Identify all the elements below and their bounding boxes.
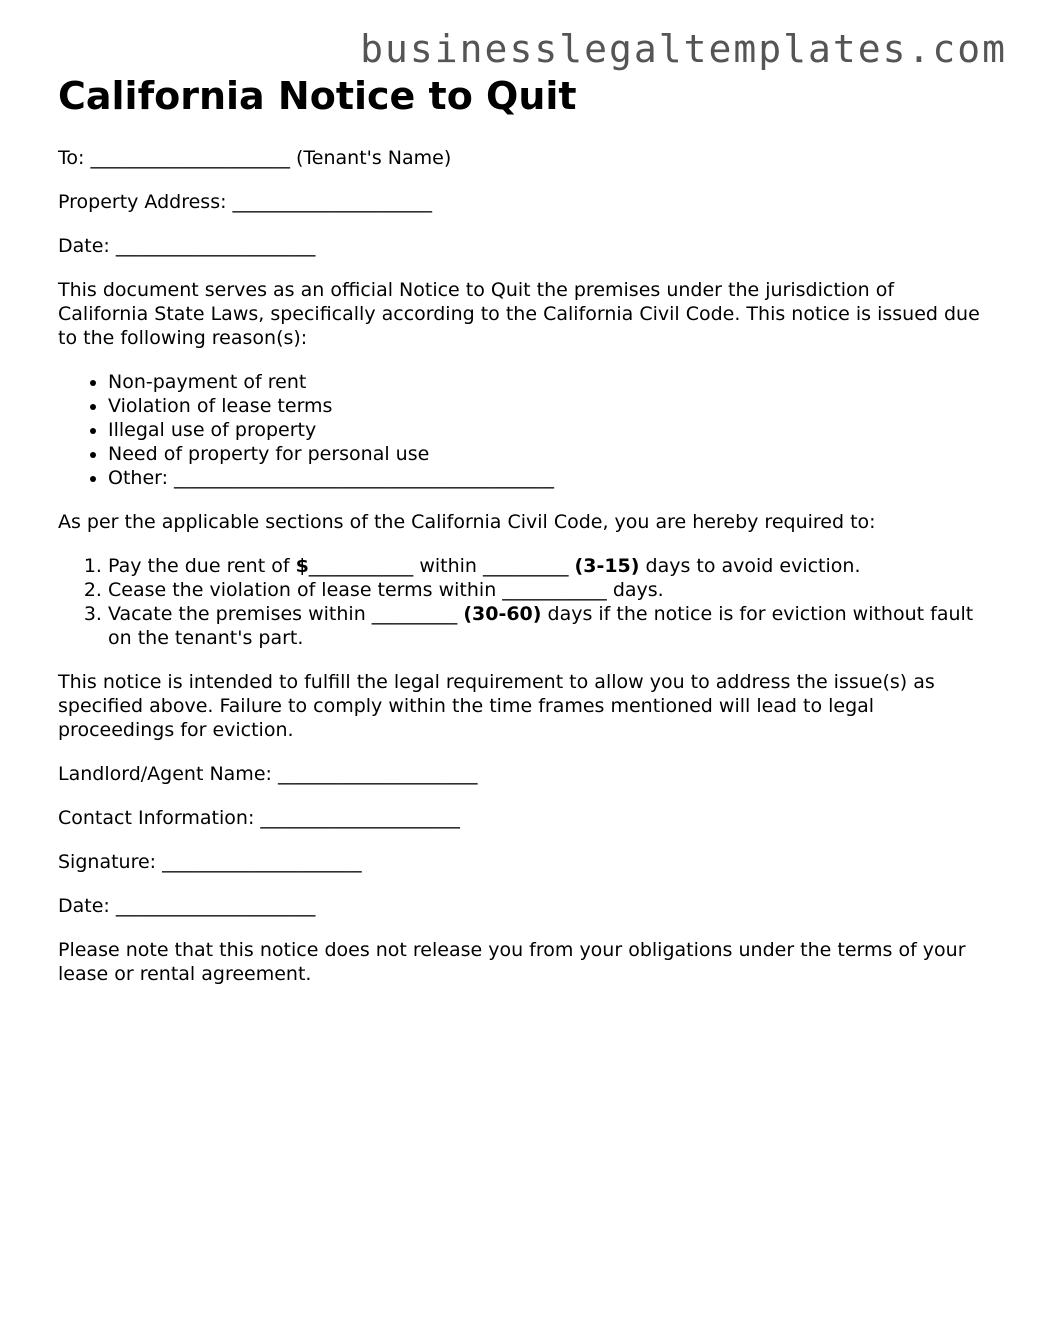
- document-title: California Notice to Quit: [58, 74, 577, 118]
- closing-paragraph: Please note that this notice does not release you from your obligations under the terms of your lease or rental agreement.: [58, 938, 966, 985]
- document-page: [58, 72, 988, 1006]
- dollar-sign: $: [295, 554, 309, 577]
- purpose-paragraph: This notice is intended to fulfill the legal requirement to allow you to address the issue(s) as specified above. Failure to comply within the time frames mentioned will lead to legal proceedings for eviction.: [58, 670, 935, 741]
- requirement-text: Vacate the premises within _________: [108, 602, 464, 625]
- requirement-text: Pay the due rent of: [108, 554, 296, 577]
- reason-item: • Non-payment of rent: [108, 370, 988, 394]
- requirements-intro: As per the applicable sections of the California Civil Code, you are hereby required to:: [58, 510, 876, 533]
- date-field-top: Date: _____________________: [58, 234, 316, 257]
- requirement-text: ___________ within _________: [308, 554, 575, 577]
- requirement-cease-violation: 2. Cease the violation of lease terms within ___________ days.: [108, 578, 988, 602]
- requirements-list: [58, 554, 988, 650]
- reasons-list: [58, 370, 988, 490]
- date-field-bottom: Date: _____________________: [58, 894, 316, 917]
- day-range: (3-15): [574, 554, 640, 577]
- property-address-field: Property Address: _____________________: [58, 190, 433, 213]
- intro-paragraph: This document serves as an official Notice to Quit the premises under the jurisdiction of California State Laws, specifically according to the California Civil Code. This notice is issued due to the following reason(s):: [58, 278, 980, 349]
- signature-field: Signature: _____________________: [58, 850, 362, 873]
- requirement-vacate: [108, 602, 988, 650]
- requirement-text: days to avoid eviction.: [639, 554, 861, 577]
- reason-item: • Need of property for personal use: [108, 442, 988, 466]
- tenant-name-field: To: _____________________ (Tenant's Name): [58, 146, 452, 169]
- day-range: (30-60): [463, 602, 542, 625]
- contact-info-field: Contact Information: _____________________: [58, 806, 460, 829]
- watermark: businesslegaltemplates.com: [360, 27, 1007, 71]
- reason-item: • Other: ________________________________________: [108, 466, 988, 490]
- requirement-text: days if the notice is for eviction without fault on the tenant's part.: [108, 602, 974, 649]
- landlord-name-field: Landlord/Agent Name: _____________________: [58, 762, 478, 785]
- reason-item: • Illegal use of property: [108, 418, 988, 442]
- requirement-pay-rent: [108, 554, 988, 578]
- reason-item: • Violation of lease terms: [108, 394, 988, 418]
